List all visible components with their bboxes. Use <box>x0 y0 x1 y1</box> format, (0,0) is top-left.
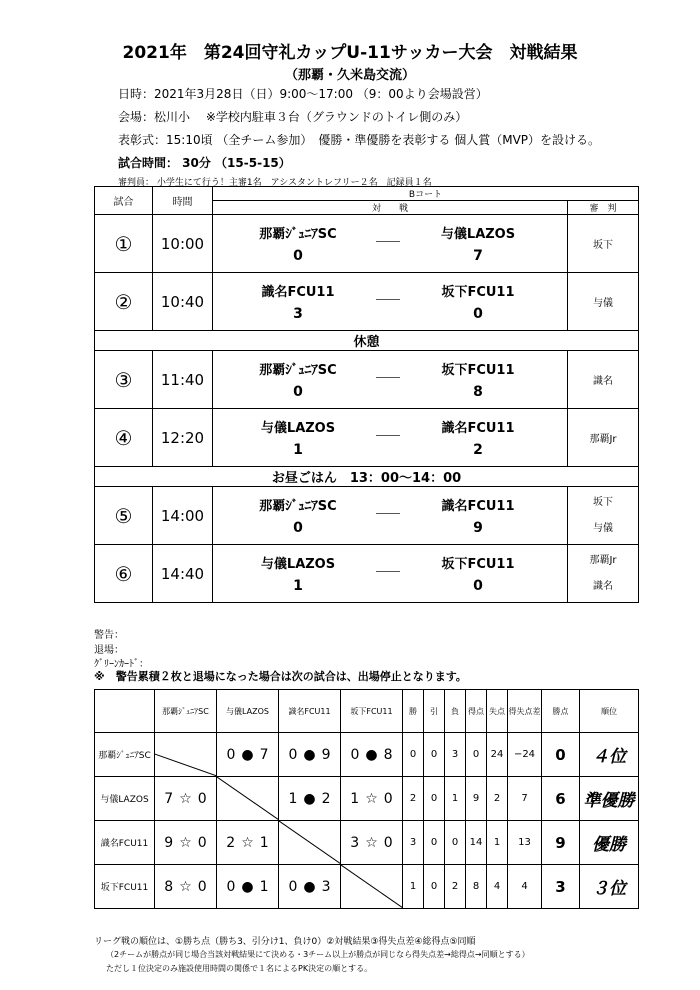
match-referee <box>568 545 639 603</box>
away-score: 0 <box>473 306 483 322</box>
league-row <box>95 733 639 777</box>
versus-dash <box>376 435 400 436</box>
match-number: ① <box>95 215 153 273</box>
match-number: ③ <box>95 351 153 409</box>
league-table <box>94 689 639 909</box>
diagonal-line <box>155 733 217 776</box>
lunch-break <box>95 467 639 487</box>
versus-dash <box>376 299 400 300</box>
match-number: ⑤ <box>95 487 153 545</box>
losses-value: 3 <box>445 733 466 777</box>
diagonal-line <box>217 777 279 820</box>
result-cell <box>155 821 217 865</box>
own-goals: 0 <box>226 878 236 895</box>
loss-mark: ● <box>303 790 316 807</box>
wins-value: 2 <box>403 777 424 821</box>
own-goals: 2 <box>226 834 236 851</box>
goals-for-value: 0 <box>466 733 487 777</box>
col-goals-for-header: 得点 <box>466 690 487 733</box>
caution-label: 警告： <box>94 630 124 641</box>
team-name: 識名FCU11 <box>95 821 155 865</box>
home-team: 与儀LAZOS <box>260 421 336 436</box>
opp-goals: 0 <box>383 834 393 851</box>
match-row <box>95 351 639 409</box>
away-team: 識名FCU11 <box>441 421 515 436</box>
diagonal-cell <box>155 733 217 777</box>
match-time: 14:00 <box>153 487 213 545</box>
team-name: 与儀LAZOS <box>95 777 155 821</box>
opp-goals: 7 <box>259 746 269 763</box>
referee-info: 審判員： 小学生にて行う！主審1名 アシスタントレフリー２名 記録員１名 <box>118 178 432 188</box>
match-referee <box>568 215 639 273</box>
col-points-header: 勝点 <box>542 690 580 733</box>
versus-dash <box>376 513 400 514</box>
home-team: 那覇ｼﾞｭﾆｱSC <box>259 227 337 242</box>
goals-for-value: 8 <box>466 865 487 909</box>
own-goals: 1 <box>288 790 298 807</box>
opp-goals: 1 <box>259 834 269 851</box>
goals-against-value: 24 <box>487 733 508 777</box>
lunch-break-label: お昼ごはん 13：00～14：00 <box>95 467 639 487</box>
league-row <box>95 821 639 865</box>
result-cell <box>341 777 403 821</box>
win-mark: ☆ <box>365 790 378 807</box>
versus-dash <box>376 241 400 242</box>
draws-value: 0 <box>424 821 445 865</box>
match-number: ④ <box>95 409 153 467</box>
goals-against-value: 4 <box>487 865 508 909</box>
away-team: 与儀LAZOS <box>440 227 516 242</box>
wins-value: 1 <box>403 865 424 909</box>
goal-diff-value: 7 <box>508 777 542 821</box>
league-row <box>95 777 639 821</box>
col-naha-header: 那覇ｼﾞｭﾆｱSC <box>155 690 217 733</box>
away-team: 識名FCU11 <box>441 499 515 514</box>
match-time: 10:40 <box>153 273 213 331</box>
referee-primary: 那覇Jr <box>589 434 617 445</box>
col-rank-header: 順位 <box>580 690 639 733</box>
own-goals: 0 <box>350 746 360 763</box>
match-pairing <box>213 215 568 273</box>
rank-value: ４位 <box>580 733 639 777</box>
match-box <box>223 351 567 408</box>
home-team: 与儀LAZOS <box>260 557 336 572</box>
wins-value: 0 <box>403 733 424 777</box>
away-team: 坂下FCU11 <box>441 363 515 378</box>
col-wins-header: 勝 <box>403 690 424 733</box>
referee-primary: 与儀 <box>593 298 613 309</box>
win-mark: ☆ <box>179 834 192 851</box>
page-subtitle: （那覇・久米島交流） <box>284 68 415 83</box>
col-shikina-header: 識名FCU11 <box>279 690 341 733</box>
home-score: 0 <box>293 248 303 264</box>
loss-mark: ● <box>365 746 378 763</box>
loss-mark: ● <box>241 878 254 895</box>
home-team: 那覇ｼﾞｭﾆｱSC <box>259 363 337 378</box>
opp-goals: 9 <box>321 746 331 763</box>
referee-primary: 那覇Jr <box>589 554 617 566</box>
versus-dash <box>376 571 400 572</box>
team-name: 坂下FCU11 <box>95 865 155 909</box>
opp-goals: 0 <box>197 878 207 895</box>
col-header-vs: 対 戦 <box>213 201 568 215</box>
goals-for-value: 14 <box>466 821 487 865</box>
result-cell <box>155 777 217 821</box>
opp-goals: 1 <box>259 878 269 895</box>
sendoff-label: 退場： <box>94 645 124 656</box>
home-score: 1 <box>293 442 303 458</box>
away-score: 2 <box>473 442 483 458</box>
match-referee <box>568 487 639 545</box>
league-corner <box>95 690 155 733</box>
home-team: 識名FCU11 <box>261 285 335 300</box>
goals-against-value: 1 <box>487 821 508 865</box>
match-time: 12:20 <box>153 409 213 467</box>
league-row <box>95 865 639 909</box>
page-title: 2021年 第24回守礼カップU-11サッカー大会 対戦結果 <box>122 43 578 63</box>
loss-mark: ● <box>241 746 254 763</box>
win-mark: ☆ <box>241 834 254 851</box>
match-box <box>223 545 567 602</box>
home-score: 3 <box>293 306 303 322</box>
match-pairing <box>213 273 568 331</box>
points-value: 9 <box>542 821 580 865</box>
own-goals: 0 <box>226 746 236 763</box>
referee-primary: 坂下 <box>593 240 613 251</box>
event-format: 表彰式：15:10頃 （全チーム参加） 優勝・準優勝を表彰する 個人賞（MVP）を設ける。 <box>118 133 601 147</box>
opp-goals: 0 <box>197 790 207 807</box>
own-goals: 0 <box>288 746 298 763</box>
match-time: 11:40 <box>153 351 213 409</box>
goal-diff-value: 13 <box>508 821 542 865</box>
col-header-time: 時間 <box>153 187 213 215</box>
result-cell <box>279 777 341 821</box>
col-yogi-header: 与儀LAZOS <box>217 690 279 733</box>
draws-value: 0 <box>424 777 445 821</box>
match-time: 10:00 <box>153 215 213 273</box>
wins-value: 3 <box>403 821 424 865</box>
own-goals: 9 <box>164 834 174 851</box>
loss-mark: ● <box>303 878 316 895</box>
home-score: 0 <box>293 384 303 400</box>
referee-secondary: 与儀 <box>593 522 613 534</box>
col-goals-against-header: 失点 <box>487 690 508 733</box>
event-date: 日時：2021年3月28日（日）9:00～17:00 （9：00より会場設営） <box>118 87 488 101</box>
own-goals: 0 <box>288 878 298 895</box>
rest-break-label: 休憩 <box>95 331 639 351</box>
col-goal-diff-header: 得失点差 <box>508 690 542 733</box>
match-pairing <box>213 351 568 409</box>
match-box <box>223 409 567 466</box>
win-mark: ☆ <box>179 790 192 807</box>
away-team: 坂下FCU11 <box>441 557 515 572</box>
diagonal-cell <box>279 821 341 865</box>
opp-goals: 0 <box>383 790 393 807</box>
match-pairing <box>213 409 568 467</box>
result-cell <box>341 821 403 865</box>
event-venue: 会場：松川小 ※学校内駐車３台（グラウンドのトイレ側のみ） <box>118 110 468 124</box>
points-value: 0 <box>542 733 580 777</box>
result-cell <box>217 733 279 777</box>
match-box <box>223 273 567 330</box>
home-score: 0 <box>293 520 303 536</box>
match-referee <box>568 409 639 467</box>
match-row <box>95 273 639 331</box>
result-cell <box>217 821 279 865</box>
goal-diff-value: 4 <box>508 865 542 909</box>
col-header-referee: 審 判 <box>568 201 639 215</box>
match-box <box>223 487 567 544</box>
referee-primary: 識名 <box>593 376 613 387</box>
match-number: ② <box>95 273 153 331</box>
away-score: 9 <box>473 520 483 536</box>
loss-mark: ● <box>303 746 316 763</box>
rank-value: 準優勝 <box>580 777 639 821</box>
goals-against-value: 2 <box>487 777 508 821</box>
match-time: 14:40 <box>153 545 213 603</box>
diagonal-line <box>341 865 403 908</box>
home-score: 1 <box>293 578 303 594</box>
court-header: Bコート <box>213 187 639 201</box>
losses-value: 2 <box>445 865 466 909</box>
goal-diff-value: −24 <box>508 733 542 777</box>
match-referee <box>568 273 639 331</box>
result-cell <box>217 865 279 909</box>
opp-goals: 2 <box>321 790 331 807</box>
referee-secondary: 識名 <box>593 580 613 592</box>
own-goals: 7 <box>164 790 174 807</box>
opp-goals: 3 <box>321 878 331 895</box>
col-losses-header: 負 <box>445 690 466 733</box>
match-duration: 試合時間： 30分 （15-5-15） <box>118 156 291 170</box>
win-mark: ☆ <box>365 834 378 851</box>
result-cell <box>155 865 217 909</box>
green-card-label: ｸﾞﾘｰﾝｶｰﾄﾞ： <box>94 659 149 670</box>
own-goals: 1 <box>350 790 360 807</box>
own-goals: 8 <box>164 878 174 895</box>
match-box <box>223 215 567 272</box>
away-score: 8 <box>473 384 483 400</box>
match-row <box>95 409 639 467</box>
diagonal-line <box>279 821 341 864</box>
match-pairing <box>213 487 568 545</box>
match-row <box>95 545 639 603</box>
rest-break <box>95 331 639 351</box>
draws-value: 0 <box>424 865 445 909</box>
opp-goals: 8 <box>383 746 393 763</box>
tiebreak-rules: （2チームが勝点が同じ場合当該対戦結果にて決める・3チーム以上が勝点が同じなら得失点差→総得点→同順とする） <box>106 950 530 959</box>
away-score: 0 <box>473 578 483 594</box>
rank-value: ３位 <box>580 865 639 909</box>
losses-value: 1 <box>445 777 466 821</box>
result-cell <box>279 733 341 777</box>
col-draws-header: 引 <box>424 690 445 733</box>
points-value: 3 <box>542 865 580 909</box>
pk-rule: ただし１位決定のみ施設使用時間の関係で１名によるPK決定の順とする。 <box>106 964 373 973</box>
home-team: 那覇ｼﾞｭﾆｱSC <box>259 499 337 514</box>
away-team: 坂下FCU11 <box>441 285 515 300</box>
opp-goals: 0 <box>197 834 207 851</box>
match-pairing <box>213 545 568 603</box>
diagonal-cell <box>217 777 279 821</box>
own-goals: 3 <box>350 834 360 851</box>
team-name: 那覇ｼﾞｭﾆｱSC <box>95 733 155 777</box>
match-referee <box>568 351 639 409</box>
away-score: 7 <box>473 248 483 264</box>
points-value: 6 <box>542 777 580 821</box>
ranking-rules: リーグ戦の順位は、①勝ち点（勝ち3、引分け1、負け0）②対戦結果③得失点差④総得点⑤同順 <box>94 937 476 947</box>
match-number: ⑥ <box>95 545 153 603</box>
match-row <box>95 487 639 545</box>
diagonal-cell <box>341 865 403 909</box>
losses-value: 0 <box>445 821 466 865</box>
referee-primary: 坂下 <box>593 496 613 508</box>
win-mark: ☆ <box>179 878 192 895</box>
col-sakashita-header: 坂下FCU11 <box>341 690 403 733</box>
col-header-match: 試合 <box>95 187 153 215</box>
suspension-warning: ※ 警告累積２枚と退場になった場合は次の試合は、出場停止となります。 <box>94 670 467 683</box>
result-cell <box>279 865 341 909</box>
draws-value: 0 <box>424 733 445 777</box>
match-row <box>95 215 639 273</box>
schedule-table <box>94 186 639 603</box>
versus-dash <box>376 377 400 378</box>
rank-value: 優勝 <box>580 821 639 865</box>
goals-for-value: 9 <box>466 777 487 821</box>
result-cell <box>341 733 403 777</box>
